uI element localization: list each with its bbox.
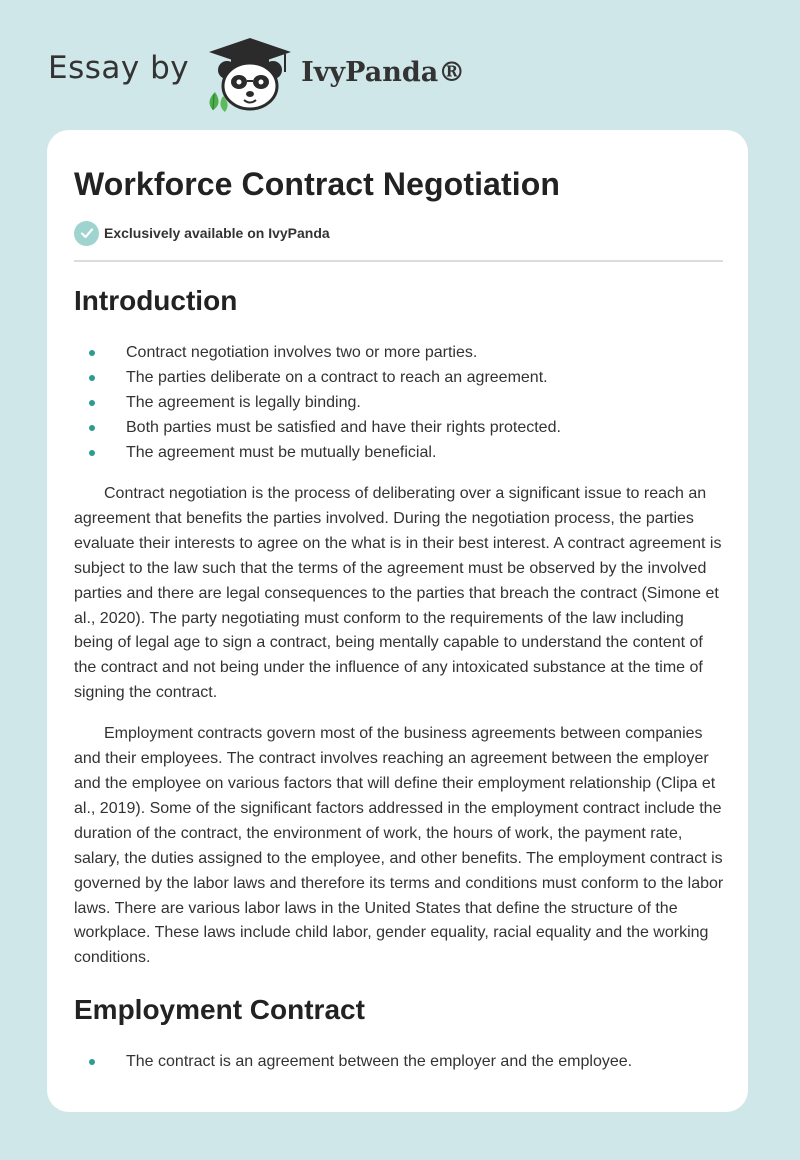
- section-heading-introduction: Introduction: [74, 285, 238, 316]
- exclusive-badge: [74, 220, 722, 246]
- exclusive-label: Exclusively available on IvyPanda: [104, 225, 330, 241]
- list-item: The agreement is legally binding.: [74, 390, 722, 415]
- list-item: Contract negotiation involves two or more parties.: [74, 340, 722, 365]
- brand-name[interactable]: IvyPanda®: [301, 56, 466, 88]
- employment-bullet-list: [74, 1049, 722, 1074]
- page-title: Workforce Contract Negotiation: [74, 166, 560, 202]
- divider: [74, 260, 723, 262]
- section-heading-employment-contract: Employment Contract: [74, 994, 365, 1026]
- list-item: Both parties must be satisfied and have their rights protected.: [74, 415, 722, 440]
- list-item: The contract is an agreement between the employer and the employee.: [74, 1049, 722, 1074]
- panda-graduate-icon[interactable]: [205, 36, 295, 112]
- brand-prefix: Essay by: [48, 50, 190, 86]
- list-item: The agreement must be mutually beneficial.: [74, 440, 722, 465]
- check-icon: [74, 221, 99, 246]
- introduction-bullet-list: [74, 340, 722, 465]
- site-header: [48, 34, 465, 114]
- paragraph: Contract negotiation is the process of deliberating over a significant issue to reach an agreement that benefits the parties involved. During the negotiation process, the parties evaluate their interests to agree on the what is in their best interest. A contract agreement is subject to the law such that the terms of the agreement must be observed by the involved parties and there are legal consequences to the parties that breach the contract (Simone et al., 2020). The party negotiating must conform to the requirements of the law including being of legal age to sign a contract, being mentally capable to understand the content of the contract and not being under the influence of any intoxicated substance at the time of signing the contract.: [74, 485, 722, 702]
- paragraph: Employment contracts govern most of the business agreements between companies and their employees. The contract involves reaching an agreement between the employer and the employee on various factors that will define their employment relationship (Clipa et al., 2019). Some of the significant factors addressed in the employment contract include the duration of the contract, the environment of work, the hours of work, the payment rate, salary, the duties assigned to the employee, and other benefits. The employment contract is governed by the labor laws and therefore its terms and conditions must conform to the labor laws. There are various labor laws in the United States that define the structure of the workplace. These laws include child labor, gender equality, racial equality and the working conditions.: [74, 725, 724, 967]
- list-item: The parties deliberate on a contract to reach an agreement.: [74, 365, 722, 390]
- essay-card: [47, 130, 748, 1112]
